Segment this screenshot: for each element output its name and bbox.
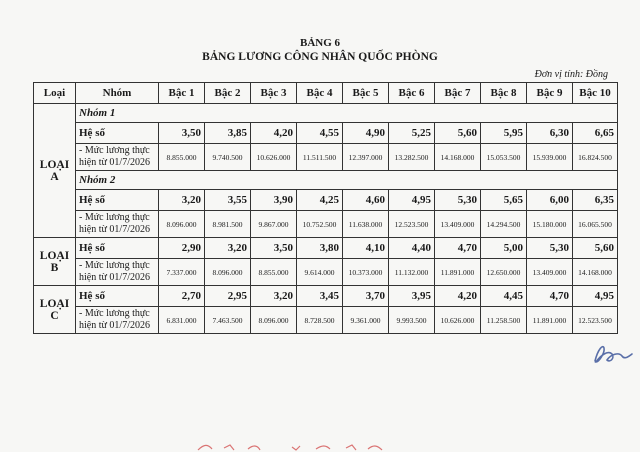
salary-label-line2: hiện từ 01/7/2026	[79, 320, 150, 331]
group-label: Nhóm 2	[76, 171, 618, 190]
coef-value-bac-9: 5,30	[527, 238, 573, 259]
coef-value-bac-7: 4,70	[435, 238, 481, 259]
salary-value-bac-8: 15.053.500	[481, 144, 527, 171]
salary-value-bac-5: 10.373.000	[343, 259, 389, 286]
salary-row	[34, 144, 618, 171]
coef-value-bac-6: 4,40	[389, 238, 435, 259]
header-bac-3: Bậc 3	[251, 83, 297, 104]
coef-value-bac-10: 6,35	[573, 190, 618, 211]
salary-value-bac-4: 11.511.500	[297, 144, 343, 171]
coef-value-bac-1: 2,90	[159, 238, 205, 259]
group-label: Nhóm 1	[76, 104, 618, 123]
coef-value-bac-4: 4,25	[297, 190, 343, 211]
coef-label: Hệ số	[76, 238, 159, 259]
coef-value-bac-3: 3,90	[251, 190, 297, 211]
salary-value-bac-2: 7.463.500	[205, 307, 251, 334]
salary-value-bac-4: 9.614.000	[297, 259, 343, 286]
coef-value-bac-8: 5,95	[481, 123, 527, 144]
header-bac-4: Bậc 4	[297, 83, 343, 104]
salary-value-bac-2: 8.096.000	[205, 259, 251, 286]
salary-value-bac-3: 9.867.000	[251, 211, 297, 238]
coef-row	[34, 190, 618, 211]
coef-value-bac-6: 3,95	[389, 286, 435, 307]
salary-value-bac-9: 13.409.000	[527, 259, 573, 286]
category-label: LOẠI A	[34, 104, 76, 238]
salary-label-line1: - Mức lương thực	[79, 308, 150, 319]
category-label: LOẠI B	[34, 238, 76, 286]
salary-value-bac-10: 16.824.500	[573, 144, 618, 171]
salary-value-bac-3: 8.096.000	[251, 307, 297, 334]
salary-value-bac-9: 15.939.000	[527, 144, 573, 171]
category-label: LOẠI C	[34, 286, 76, 334]
coef-value-bac-7: 5,60	[435, 123, 481, 144]
coef-label: Hệ số	[76, 190, 159, 211]
header-bac-10: Bậc 10	[573, 83, 618, 104]
coef-value-bac-4: 3,45	[297, 286, 343, 307]
coef-value-bac-5: 3,70	[343, 286, 389, 307]
coef-value-bac-5: 4,10	[343, 238, 389, 259]
coef-row	[34, 238, 618, 259]
coef-value-bac-8: 5,00	[481, 238, 527, 259]
coef-value-bac-7: 5,30	[435, 190, 481, 211]
salary-value-bac-1: 7.337.000	[159, 259, 205, 286]
coef-value-bac-7: 4,20	[435, 286, 481, 307]
salary-value-bac-10: 12.523.500	[573, 307, 618, 334]
salary-value-bac-4: 10.752.500	[297, 211, 343, 238]
coef-value-bac-9: 6,00	[527, 190, 573, 211]
coef-value-bac-1: 3,20	[159, 190, 205, 211]
salary-value-bac-8: 14.294.500	[481, 211, 527, 238]
coef-value-bac-10: 5,60	[573, 238, 618, 259]
header-bac-8: Bậc 8	[481, 83, 527, 104]
salary-value-bac-4: 8.728.500	[297, 307, 343, 334]
coef-value-bac-5: 4,60	[343, 190, 389, 211]
salary-table	[33, 82, 618, 334]
coef-label: Hệ số	[76, 286, 159, 307]
coef-row	[34, 123, 618, 144]
coef-value-bac-4: 3,80	[297, 238, 343, 259]
coef-value-bac-4: 4,55	[297, 123, 343, 144]
salary-label	[76, 144, 159, 171]
coef-value-bac-8: 4,45	[481, 286, 527, 307]
salary-label	[76, 307, 159, 334]
salary-value-bac-10: 16.065.500	[573, 211, 618, 238]
signature-mark	[592, 340, 634, 366]
salary-value-bac-6: 12.523.500	[389, 211, 435, 238]
header-nhom: Nhóm	[76, 83, 159, 104]
header-row	[34, 83, 618, 104]
header-bac-6: Bậc 6	[389, 83, 435, 104]
salary-row	[34, 211, 618, 238]
salary-value-bac-6: 11.132.000	[389, 259, 435, 286]
header-bac-1: Bậc 1	[159, 83, 205, 104]
header-bac-7: Bậc 7	[435, 83, 481, 104]
salary-value-bac-6: 13.282.500	[389, 144, 435, 171]
coef-value-bac-1: 2,70	[159, 286, 205, 307]
unit-note: Đơn vị tính: Đồng	[534, 69, 608, 80]
salary-value-bac-5: 11.638.000	[343, 211, 389, 238]
coef-value-bac-3: 4,20	[251, 123, 297, 144]
salary-label	[76, 259, 159, 286]
salary-label-line2: hiện từ 01/7/2026	[79, 224, 150, 235]
salary-label-line1: - Mức lương thực	[79, 212, 150, 223]
salary-value-bac-7: 14.168.000	[435, 144, 481, 171]
coef-value-bac-9: 6,30	[527, 123, 573, 144]
header-bac-5: Bậc 5	[343, 83, 389, 104]
group-row	[34, 104, 618, 123]
header-bac-2: Bậc 2	[205, 83, 251, 104]
header-bac-9: Bậc 9	[527, 83, 573, 104]
salary-value-bac-8: 11.258.500	[481, 307, 527, 334]
coef-value-bac-1: 3,50	[159, 123, 205, 144]
table-title: BẢNG LƯƠNG CÔNG NHÂN QUỐC PHÒNG	[202, 51, 438, 63]
salary-value-bac-1: 8.096.000	[159, 211, 205, 238]
salary-row	[34, 259, 618, 286]
salary-label-line1: - Mức lương thực	[79, 145, 150, 156]
salary-value-bac-7: 13.409.000	[435, 211, 481, 238]
salary-label	[76, 211, 159, 238]
salary-label-line1: - Mức lương thực	[79, 260, 150, 271]
salary-value-bac-1: 6.831.000	[159, 307, 205, 334]
coef-value-bac-2: 3,85	[205, 123, 251, 144]
coef-value-bac-5: 4,90	[343, 123, 389, 144]
coef-value-bac-6: 4,95	[389, 190, 435, 211]
coef-value-bac-10: 6,65	[573, 123, 618, 144]
salary-value-bac-5: 12.397.000	[343, 144, 389, 171]
salary-value-bac-9: 15.180.000	[527, 211, 573, 238]
coef-value-bac-6: 5,25	[389, 123, 435, 144]
salary-value-bac-2: 9.740.500	[205, 144, 251, 171]
coef-value-bac-2: 2,95	[205, 286, 251, 307]
salary-value-bac-3: 10.626.000	[251, 144, 297, 171]
salary-label-line2: hiện từ 01/7/2026	[79, 272, 150, 283]
coef-value-bac-8: 5,65	[481, 190, 527, 211]
coef-value-bac-9: 4,70	[527, 286, 573, 307]
salary-label-line2: hiện từ 01/7/2026	[79, 157, 150, 168]
coef-value-bac-2: 3,55	[205, 190, 251, 211]
salary-value-bac-7: 11.891.000	[435, 259, 481, 286]
coef-value-bac-3: 3,50	[251, 238, 297, 259]
coef-value-bac-10: 4,95	[573, 286, 618, 307]
salary-value-bac-3: 8.855.000	[251, 259, 297, 286]
coef-value-bac-3: 3,20	[251, 286, 297, 307]
salary-value-bac-8: 12.650.000	[481, 259, 527, 286]
salary-value-bac-10: 14.168.000	[573, 259, 618, 286]
coef-row	[34, 286, 618, 307]
coef-label: Hệ số	[76, 123, 159, 144]
salary-value-bac-6: 9.993.500	[389, 307, 435, 334]
stamp-mark	[196, 442, 386, 452]
group-row	[34, 171, 618, 190]
coef-value-bac-2: 3,20	[205, 238, 251, 259]
salary-value-bac-9: 11.891.000	[527, 307, 573, 334]
salary-value-bac-2: 8.981.500	[205, 211, 251, 238]
header-loai: Loại	[34, 83, 76, 104]
table-number: BẢNG 6	[299, 37, 341, 49]
salary-value-bac-7: 10.626.000	[435, 307, 481, 334]
salary-value-bac-1: 8.855.000	[159, 144, 205, 171]
salary-row	[34, 307, 618, 334]
salary-value-bac-5: 9.361.000	[343, 307, 389, 334]
